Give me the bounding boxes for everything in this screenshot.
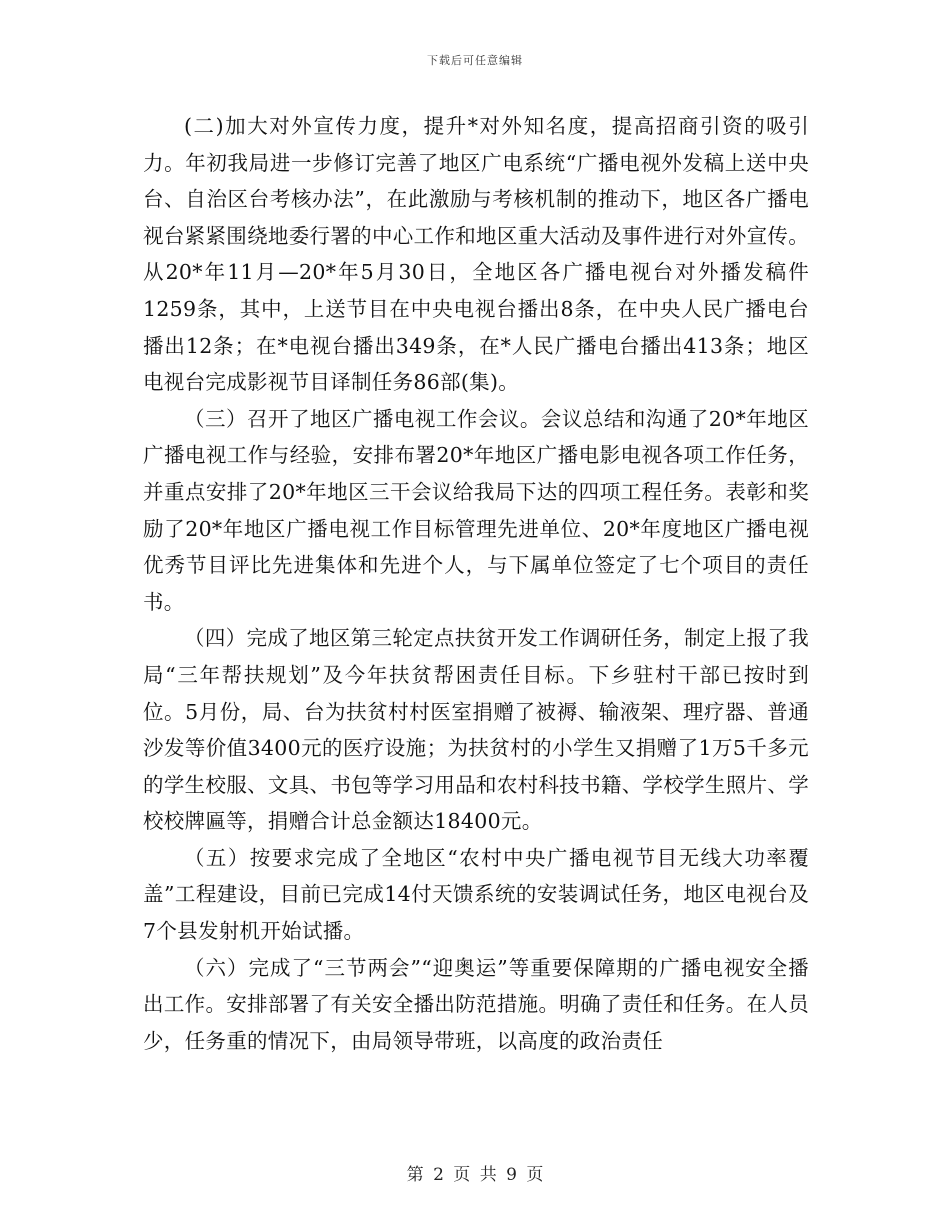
paragraph-2: (二)加大对外宣传力度，提升*对外知名度，提高招商引资的吸引力。年初我局进一步修订完善了地区广电系统“广播电视外发稿上送中央台、自治区台考核办法”，在此激励与考核机制的推动下，地区各广播电视台紧紧围绕地委行署的中心工作和地区重大活动及事件进行对外宣传。从20*年11月—20*年5月30日，全地区各广播电视台对外播发稿件1259条，其中，上送节目在中央电视台播出8条，在中央人民广播电台播出12条；在*电视台播出349条，在*人民广播电台播出413条；地区电视台完成影视节目译制任务86部(集)。 xyxy=(143,114,809,395)
page-number-footer: 第 2 页 共 9 页 xyxy=(406,1165,544,1185)
document-body xyxy=(143,108,809,1059)
paragraph-3: （三）召开了地区广播电视工作会议。会议总结和沟通了20*年地区广播电视工作与经验，安排布署20*年地区广播电影电视各项工作任务，并重点安排了20*年地区三干会议给我局下达的四项工程任务。表彰和奖励了20*年地区广播电视工作目标管理先进单位、20*年度地区广播电视优秀节目评比先进集体和先进个人，与下属单位签定了七个项目的责任书。 xyxy=(143,406,809,614)
paragraph-4: （四）完成了地区第三轮定点扶贫开发工作调研任务，制定上报了我局“三年帮扶规划”及今年扶贫帮困责任目标。下乡驻村干部已按时到位。5月份，局、台为扶贫村村医室捐赠了被褥、输液架、理疗器、普通沙发等价值3400元的医疗设施；为扶贫村的小学生又捐赠了1万5千多元的学生校服、文具、书包等学习用品和农村科技书籍、学校学生照片、学校校牌匾等，捐赠合计总金额达18400元。 xyxy=(143,626,809,834)
paragraph-5: （五）按要求完成了全地区“农村中央广播电视节目无线大功率覆盖”工程建设，目前已完成14付天馈系统的安装调试任务，地区电视台及7个县发射机开始试播。 xyxy=(143,845,809,944)
paragraph-6: （六）完成了“三节两会”“迎奥运”等重要保障期的广播电视安全播出工作。安排部署了有关安全播出防范措施。明确了责任和任务。在人员少，任务重的情况下，由局领导带班，以高度的政治责任 xyxy=(143,955,809,1053)
page-header: 下载后可任意编辑 xyxy=(427,54,523,67)
